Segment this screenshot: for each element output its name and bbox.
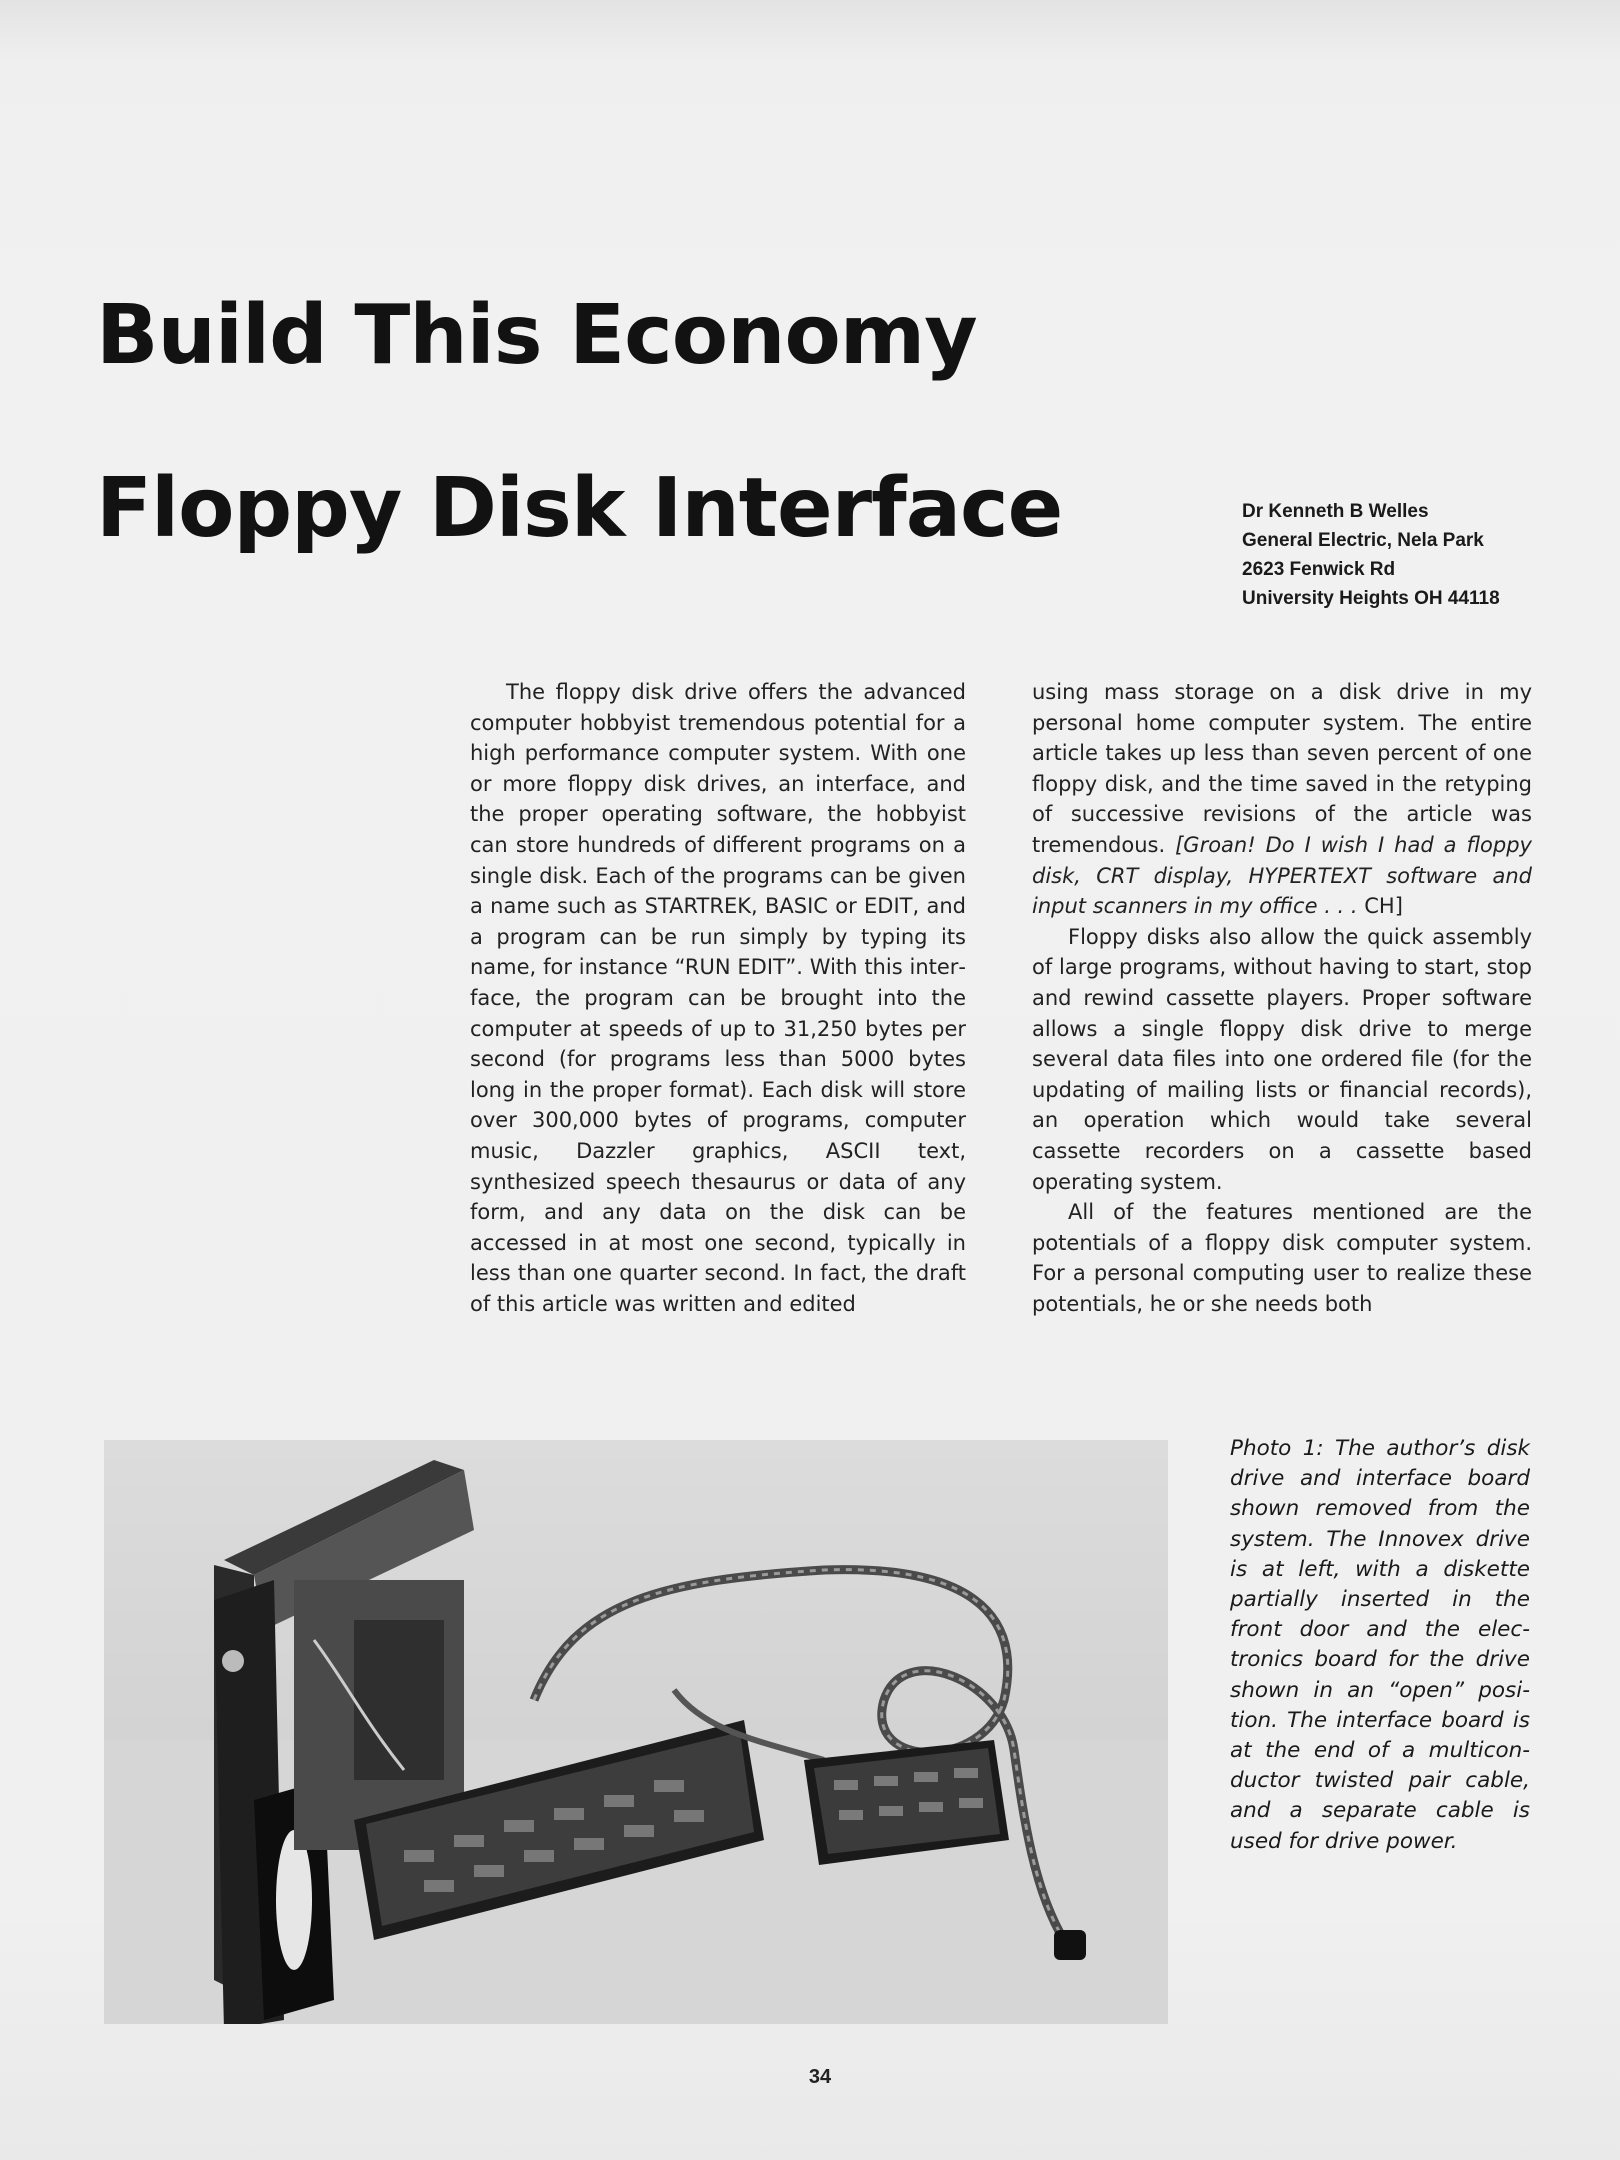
author-organization: General Electric, Nela Park — [1242, 530, 1484, 551]
article-title-line-1: Build This Economy — [96, 288, 977, 383]
body-column-left — [470, 677, 966, 1319]
body-paragraph: All of the features mentioned are the potentials of a floppy disk computer system. For a personal computing user to realize these potentials, he or she needs both — [1032, 1200, 1532, 1316]
body-paragraph: The floppy disk drive offers the advanced computer hobbyist tremendous potential for a high performance computer system. With one or more floppy disk drives, an interface, and the proper operating software, the hobbyist can store hundreds of different programs on a single disk. Each of the programs can be given a name such as STARTREK, BASIC or EDIT, and a program can be run simply by typing its name, for instance “RUN EDIT”. With this interface, the program can be brought into the computer at speeds of up to 31,250 bytes per second (for programs less than 5000 bytes long in the proper format). Each disk will store over 300,000 bytes of programs, computer music, Dazzler graphics, ASCII text, synthesized speech thesaurus or data of any form, and any data on the disk can be accessed in at most one second, typically in less than one quarter second. In fact, the draft of this article was written and edited — [470, 680, 966, 1316]
photo-illustration — [104, 1440, 1168, 2024]
editor-signature: CH] — [1364, 894, 1403, 919]
body-paragraph — [1032, 677, 1532, 922]
photo-caption: Photo 1: The author’s disk drive and interface board shown removed from the system. The Innovex drive is at left, with a diskette partially inserted in the front door and the electronics board for the drive shown in an “open” position. The interface board is at the end of a multiconductor twisted pair cable, and a separate cable is used for drive power. — [1230, 1436, 1530, 1854]
body-text: using mass storage on a disk drive in my personal home computer system. The entire article takes up less than seven percent of one floppy disk, and the time saved in the retyping of successive revisions of the article was tremendous. — [1032, 680, 1532, 857]
body-paragraph: Floppy disks also allow the quick assembly of large programs, without having to start, stop and rewind cassette players. Proper software allows a single floppy disk drive to merge several data files into one ordered file (for the updating of mailing lists or financial records), an operation which would take several cassette recorders on a cassette based operating system. — [1032, 924, 1532, 1194]
article-title-line-2: Floppy Disk Interface — [96, 461, 1063, 556]
photo-disk-drive-and-interface — [104, 1440, 1168, 2024]
author-city: University Heights OH 44118 — [1242, 588, 1500, 609]
author-block — [1242, 497, 1582, 613]
author-name: Dr Kenneth B Welles — [1242, 501, 1429, 522]
page-number: 34 — [808, 2066, 832, 2088]
body-column-right — [1032, 677, 1532, 1319]
editor-note: [Groan! Do I wish I had a floppy disk, CRT display, HYPERTEXT software and input scanners in my office . . . — [1032, 832, 1532, 919]
author-street: 2623 Fenwick Rd — [1242, 559, 1396, 580]
